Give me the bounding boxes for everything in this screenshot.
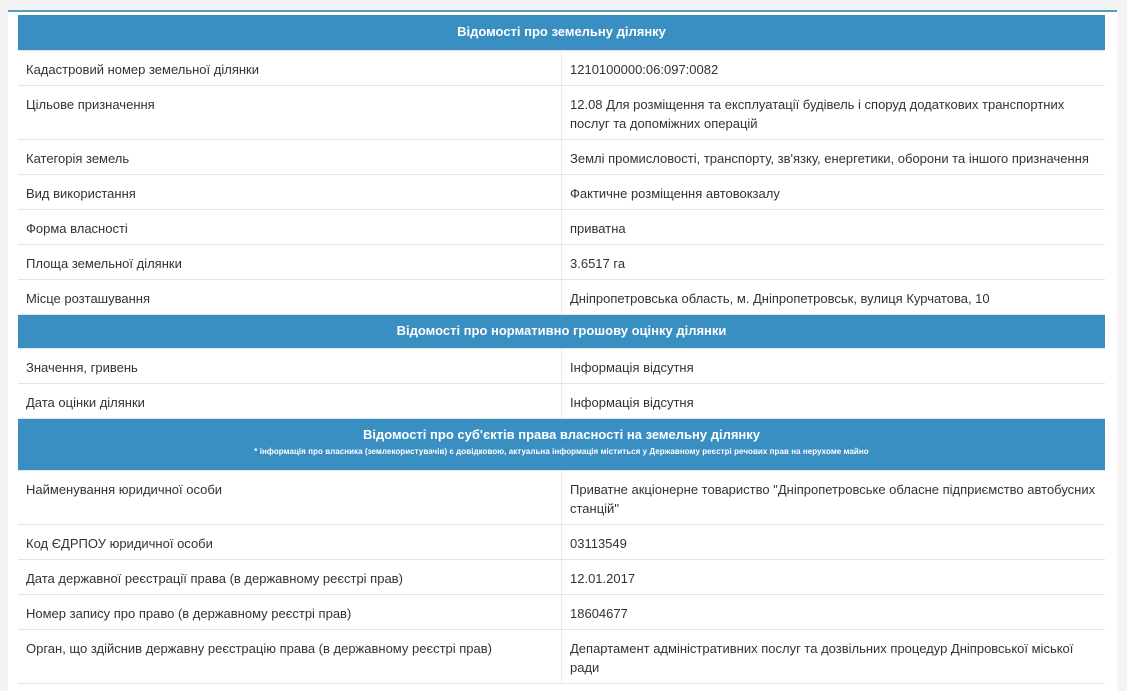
table-row	[18, 244, 1105, 279]
table-row	[18, 174, 1105, 209]
section-header-cell	[18, 418, 1105, 470]
table-row	[18, 470, 1105, 524]
table-row	[18, 383, 1105, 418]
section-note: * інформація про власника (землекористувачів) є довідковою, актуальна інформація міститься у Державному реєстрі речових прав на нерухоме майно	[254, 446, 869, 456]
row-label: Категорія земель	[18, 139, 562, 174]
row-value: Приватне акціонерне товариство "Дніпропетровське обласне підприємство автобусних станцій"	[562, 470, 1106, 524]
row-label: Значення, гривень	[18, 348, 562, 383]
table-row	[18, 559, 1105, 594]
section-header-land-plot	[18, 15, 1105, 50]
section-title: Відомості про земельну ділянку	[18, 15, 1105, 50]
table-row	[18, 279, 1105, 314]
section-header-owners	[18, 418, 1105, 470]
row-value: Інформація відсутня	[562, 348, 1106, 383]
row-value: 3.6517 га	[562, 244, 1106, 279]
row-label: Місце розташування	[18, 279, 562, 314]
land-plot-info-panel	[8, 10, 1117, 691]
row-label: Цільове призначення	[18, 85, 562, 139]
row-value: Департамент адміністративних послуг та дозвільних процедур Дніпровської міської ради	[562, 629, 1106, 683]
table-row	[18, 209, 1105, 244]
section-header-valuation	[18, 314, 1105, 348]
table-row	[18, 139, 1105, 174]
section-title: Відомості про нормативно грошову оцінку ділянки	[18, 314, 1105, 348]
row-label: Номер запису про право (в державному реєстрі прав)	[18, 594, 562, 629]
section-title: Відомості про суб'єктів права власності на земельну ділянку	[362, 426, 761, 442]
row-label: Найменування юридичної особи	[18, 470, 562, 524]
row-value: Інформація відсутня	[562, 383, 1106, 418]
row-value: Фактичне розміщення автовокзалу	[562, 174, 1106, 209]
row-value: Землі промисловості, транспорту, зв'язку, енергетики, оборони та іншого призначення	[562, 139, 1106, 174]
table-row	[18, 524, 1105, 559]
table-row	[18, 85, 1105, 139]
land-plot-info-table	[18, 15, 1105, 684]
row-value: Дніпропетровська область, м. Дніпропетровськ, вулиця Курчатова, 10	[562, 279, 1106, 314]
row-value: 18604677	[562, 594, 1106, 629]
row-value: 12.01.2017	[562, 559, 1106, 594]
table-row	[18, 50, 1105, 85]
row-value: 03113549	[562, 524, 1106, 559]
row-label: Код ЄДРПОУ юридичної особи	[18, 524, 562, 559]
row-value: 1210100000:06:097:0082	[562, 50, 1106, 85]
row-value: приватна	[562, 209, 1106, 244]
table-row	[18, 629, 1105, 683]
table-row	[18, 348, 1105, 383]
row-label: Форма власності	[18, 209, 562, 244]
row-label: Дата державної реєстрації права (в державному реєстрі прав)	[18, 559, 562, 594]
row-value: 12.08 Для розміщення та експлуатації будівель і споруд додаткових транспортних послуг та допоміжних операцій	[562, 85, 1106, 139]
row-label: Дата оцінки ділянки	[18, 383, 562, 418]
row-label: Кадастровий номер земельної ділянки	[18, 50, 562, 85]
table-row	[18, 594, 1105, 629]
row-label: Вид використання	[18, 174, 562, 209]
row-label: Площа земельної ділянки	[18, 244, 562, 279]
row-label: Орган, що здійснив державну реєстрацію права (в державному реєстрі прав)	[18, 629, 562, 683]
